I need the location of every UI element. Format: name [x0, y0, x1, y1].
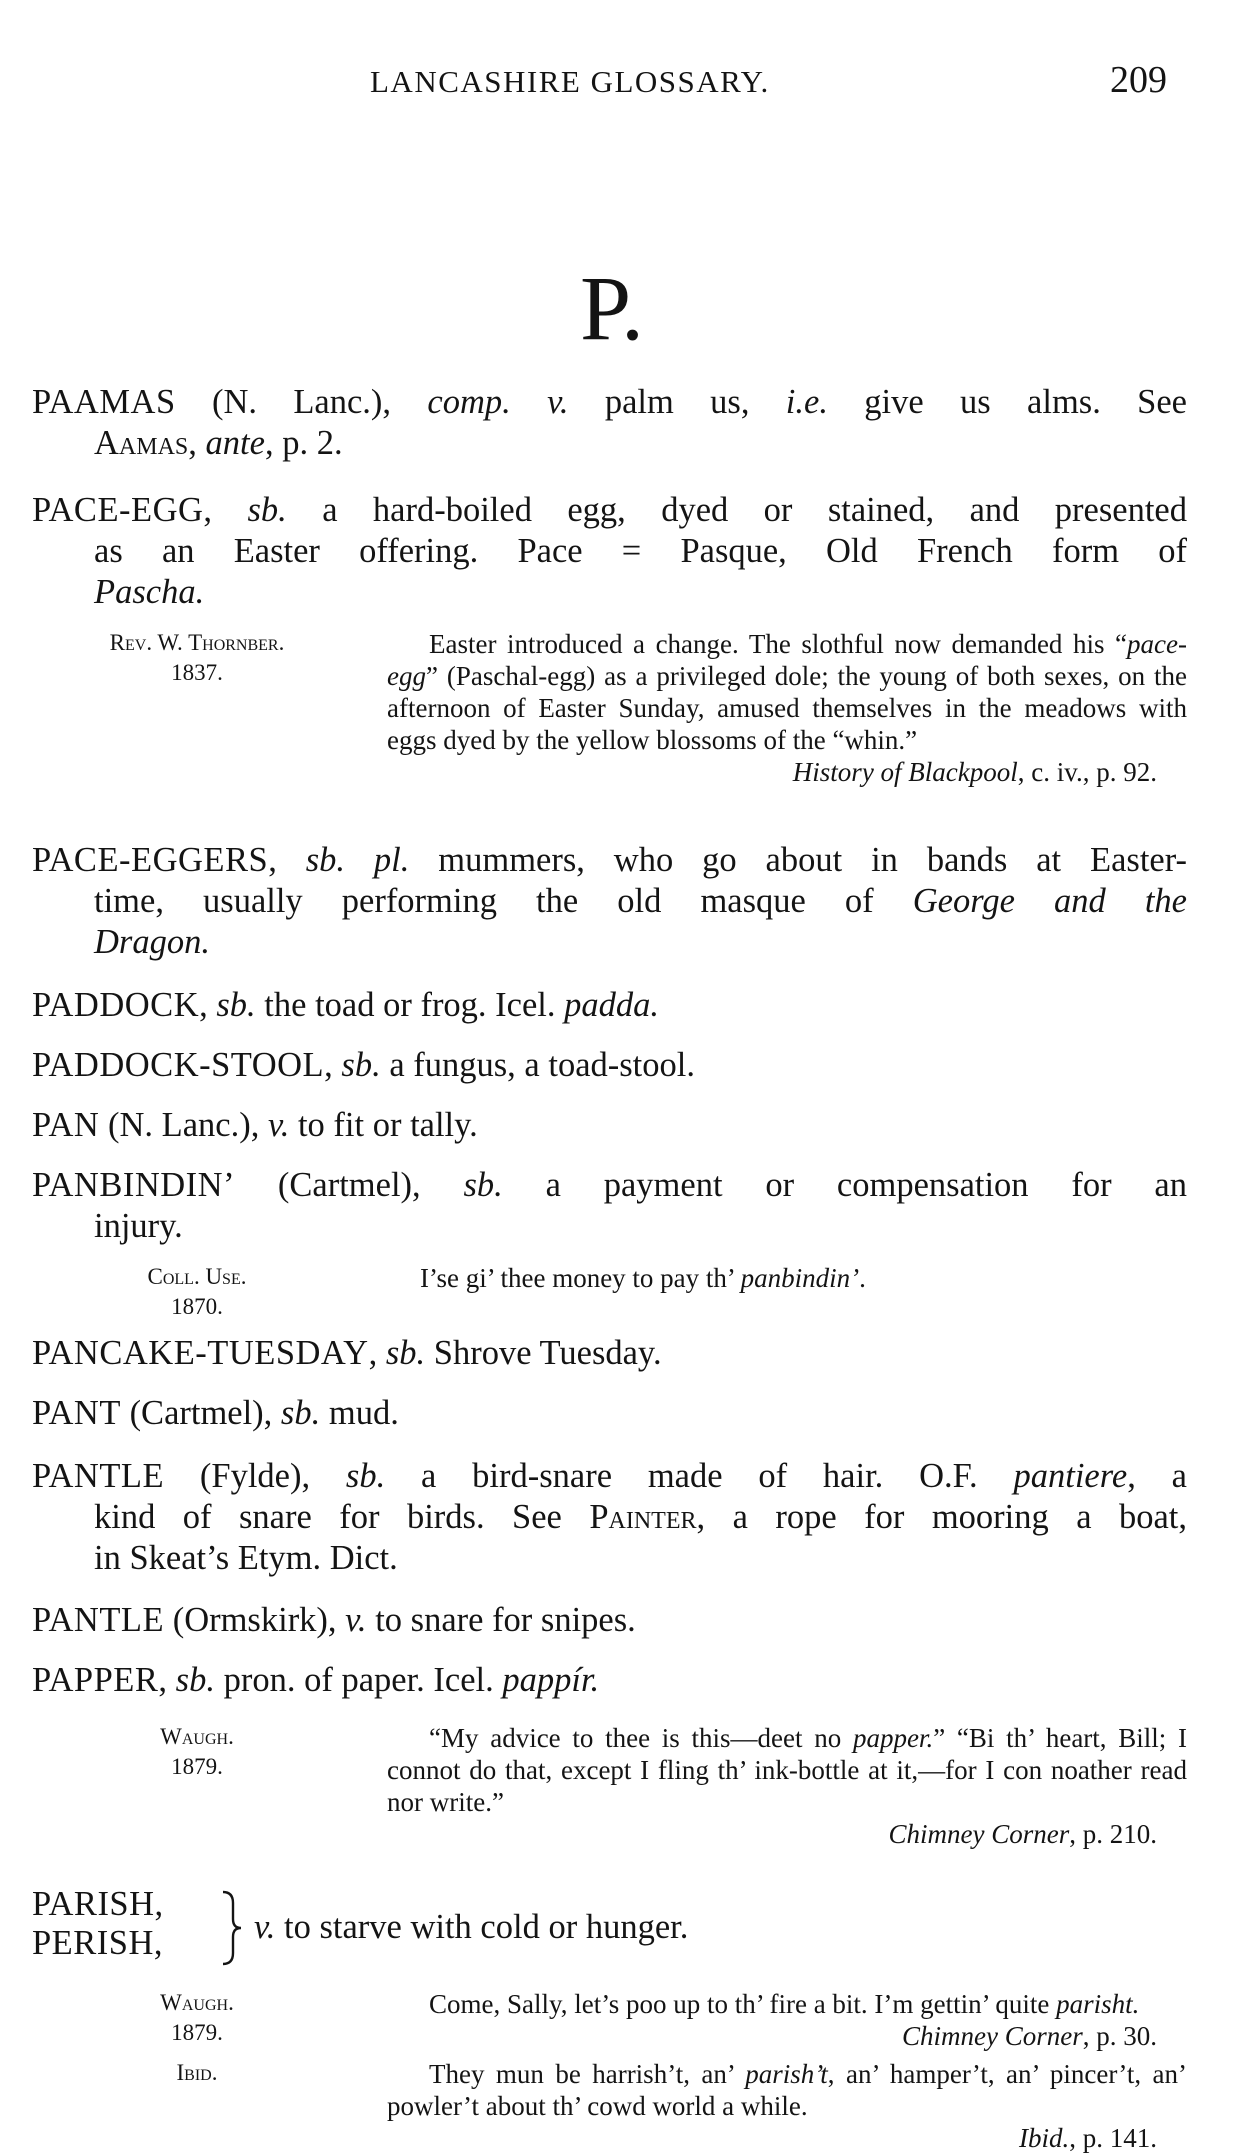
citation-reference: History of Blackpool, c. iv., p. 92.	[792, 757, 1157, 787]
citation-waugh-papper	[32, 1722, 1187, 1872]
page-number: 209	[1110, 59, 1167, 101]
headword: PANBINDIN’	[32, 1166, 236, 1204]
headword: PADDOCK	[32, 986, 200, 1024]
headword: PACE-EGGERS	[32, 841, 269, 879]
citation-text: “My advice to thee is this—deet no papper.” “Bi th’ heart, Bill; I connot do that, except I fling th’ ink-bottle at it,—for I con noather read nor write.” Chimney Corner, p. 210.	[387, 1723, 1187, 1849]
entry-pantle-fylde: PANTLE (Fylde), sb. a bird-snare made of hair. O.F. pantiere, a kind of snare for birds. See Painter, a rope for mooring a boat, in Skeat’s Etym. Dict.	[32, 1457, 1188, 1577]
citation-source: Coll. Use. 1870.	[147, 1264, 247, 1319]
entry-paddock: PADDOCK, sb. the toad or frog. Icel. padda.	[32, 986, 660, 1024]
citation-waugh-parish	[32, 1988, 1187, 2052]
citation-reference: Chimney Corner, p. 30.	[902, 2021, 1157, 2051]
headword: PANTLE	[32, 1457, 165, 1495]
entry-paamas: PAAMAS (N. Lanc.), comp. v. palm us, i.e. give us alms. See Aamas, ante, p. 2.	[32, 383, 1187, 462]
citation-text: Easter introduced a change. The slothful now demanded his “pace-egg” (Paschal-egg) as a privileged dole; the young of both sexes, on the afternoon of Easter Sunday, amused themselves in the meadows with eggs dyed by the yellow blossoms of the “whin.” History of Blackpool, c. iv., p. 92.	[387, 629, 1187, 787]
headword: PACE-EGG	[32, 491, 204, 529]
citation-text: They mun be harrish’t, an’ parish’t, an’ hamper’t, an’ pincer’t, an’ powler’t about th’ cowd world a while. Ibid., p. 141.	[387, 2059, 1187, 2153]
headword-pair	[32, 1885, 164, 1963]
entry-pancake-tuesday: PANCAKE-TUESDAY, sb. Shrove Tuesday.	[32, 1334, 662, 1372]
citation-coll-use	[32, 1262, 1187, 1326]
citation-source: Ibid.	[176, 2060, 218, 2085]
headword: PAPPER	[32, 1661, 159, 1699]
citation-thornber	[32, 628, 1187, 823]
citation-text: I’se gi’ thee money to pay th’ panbindin’.	[420, 1263, 866, 1293]
citation-ibid	[32, 2058, 1187, 2153]
citation-source: Waugh. 1879.	[160, 1724, 234, 1779]
entry-pant: PANT (Cartmel), sb. mud.	[32, 1394, 399, 1432]
citation-reference: Chimney Corner, p. 210.	[888, 1819, 1157, 1849]
entry-pan: PAN (N. Lanc.), v. to fit or tally.	[32, 1106, 478, 1144]
headword: PADDOCK-STOOL	[32, 1046, 325, 1084]
entry-paddock-stool: PADDOCK-STOOL, sb. a fungus, a toad-stool.	[32, 1046, 695, 1084]
entry-parish-perish	[32, 1885, 1187, 1975]
running-head	[0, 59, 1234, 104]
right-brace-icon	[219, 1889, 247, 1967]
headword: PANCAKE-TUESDAY	[32, 1334, 369, 1372]
citation-source: Rev. W. Thornber. 1837.	[109, 630, 285, 685]
section-letter: P.	[580, 257, 644, 359]
citation-text: Come, Sally, let’s poo up to th’ fire a bit. I’m gettin’ quite parisht. Chimney Corner, p. 30.	[387, 1988, 1187, 2052]
headword: PANT	[32, 1394, 121, 1432]
entry-pace-eggers: PACE-EGGERS, sb. pl. mummers, who go about in bands at Easter- time, usually performing the old masque of George and the Dragon.	[32, 841, 1188, 961]
headword: PANTLE	[32, 1601, 165, 1639]
entry-pantle-ormskirk: PANTLE (Ormskirk), v. to snare for snipes.	[32, 1601, 636, 1639]
citation-source: Waugh. 1879.	[160, 1990, 234, 2045]
headword: PARISH,	[32, 1885, 164, 1923]
entry-pace-egg: PACE-EGG, sb. a hard-boiled egg, dyed or stained, and presented as an Easter offering. Pace = Pasque, Old French form of Pascha.	[32, 491, 1187, 611]
headword: PAAMAS	[32, 383, 176, 421]
running-head-title: LANCASHIRE GLOSSARY.	[370, 64, 770, 99]
headword: PERISH,	[32, 1924, 163, 1962]
entry-panbindin: PANBINDIN’ (Cartmel), sb. a payment or compensation for an injury.	[32, 1166, 1187, 1245]
definition: v. to starve with cold or hunger.	[254, 1908, 689, 1946]
headword: PAN	[32, 1106, 100, 1144]
entry-papper: PAPPER, sb. pron. of paper. Icel. pappír.	[32, 1661, 600, 1699]
citation-reference: Ibid., p. 141.	[1019, 2123, 1157, 2153]
